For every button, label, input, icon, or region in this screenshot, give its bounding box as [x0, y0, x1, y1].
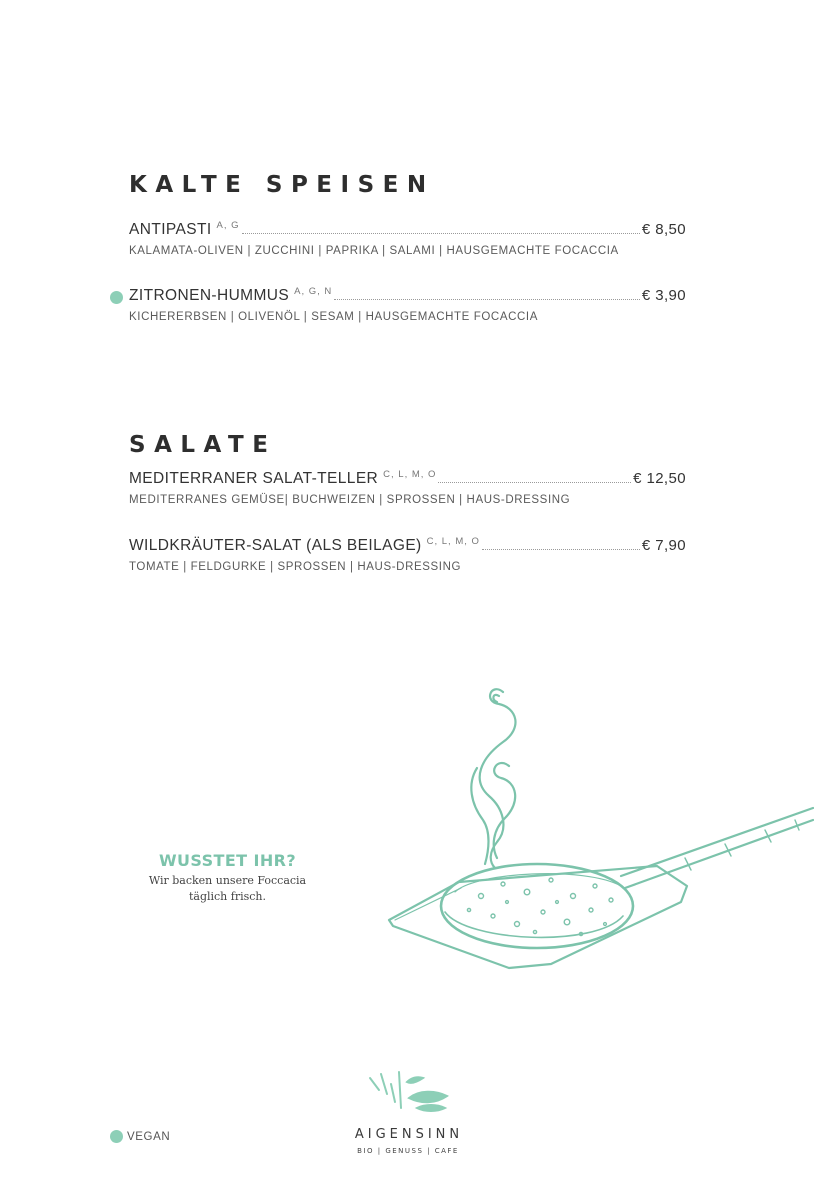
menu-item-price: € 8,50 — [641, 221, 686, 238]
vegan-legend — [110, 1130, 170, 1143]
fact-title: WUSSTET IHR? — [158, 851, 297, 870]
section-title-salate: SALATE — [129, 432, 277, 458]
vegan-legend-label: VEGAN — [127, 1130, 171, 1143]
brand-tagline: BIO | GENUSS | CAFE — [357, 1147, 459, 1155]
menu-item-description: KALAMATA-OLIVEN | ZUCCHINI | PAPRIKA | SALAMI | HAUSGEMACHTE FOCACCIA — [129, 245, 619, 257]
menu-item-mediterraner-salat-teller — [129, 470, 686, 506]
menu-item-line — [129, 537, 686, 559]
menu-item-wildkraeuter-salat — [129, 537, 686, 573]
dotted-leader — [438, 482, 631, 483]
menu-item-name: ZITRONEN-HUMMUS — [129, 287, 290, 304]
menu-item-zitronen-hummus — [129, 287, 686, 323]
vegan-dot-icon — [110, 1130, 123, 1143]
focaccia-on-pizza-peel-illustration — [385, 680, 814, 980]
menu-item-name: WILDKRÄUTER-SALAT (ALS BEILAGE) — [129, 537, 422, 554]
fact-text: Wir backen unsere Foccacia täglich frisch. — [148, 874, 307, 903]
menu-item-antipasti — [129, 221, 686, 257]
menu-item-description: KICHERERBSEN | OLIVENÖL | SESAM | HAUSGEMACHTE FOCACCIA — [129, 311, 538, 323]
dotted-leader — [242, 233, 640, 234]
section-title-kalte-speisen: KALTE SPEISEN — [129, 172, 435, 198]
allergen-codes: C, L, M, O — [426, 536, 480, 547]
menu-item-price: € 3,90 — [641, 287, 686, 304]
menu-item-line — [129, 470, 686, 492]
menu-item-price: € 7,90 — [641, 537, 686, 554]
menu-item-name: ANTIPASTI — [129, 221, 212, 238]
menu-item-line — [129, 287, 686, 309]
vegan-dot-icon — [110, 291, 123, 304]
menu-item-line — [129, 221, 686, 243]
menu-item-name: MEDITERRANER SALAT-TELLER — [129, 470, 379, 487]
dotted-leader — [334, 299, 640, 300]
herb-leaves-logo — [365, 1068, 450, 1118]
brand-name: AIGENSINN — [354, 1127, 464, 1142]
allergen-codes: C, L, M, O — [383, 469, 437, 480]
allergen-codes: A, G — [216, 220, 240, 231]
menu-item-description: TOMATE | FELDGURKE | SPROSSEN | HAUS-DRESSING — [129, 561, 462, 573]
menu-item-description: MEDITERRANES GEMÜSE| BUCHWEIZEN | SPROSSEN | HAUS-DRESSING — [129, 494, 571, 506]
allergen-codes: A, G, N — [294, 286, 333, 297]
dotted-leader — [482, 549, 640, 550]
menu-item-price: € 12,50 — [633, 470, 686, 487]
